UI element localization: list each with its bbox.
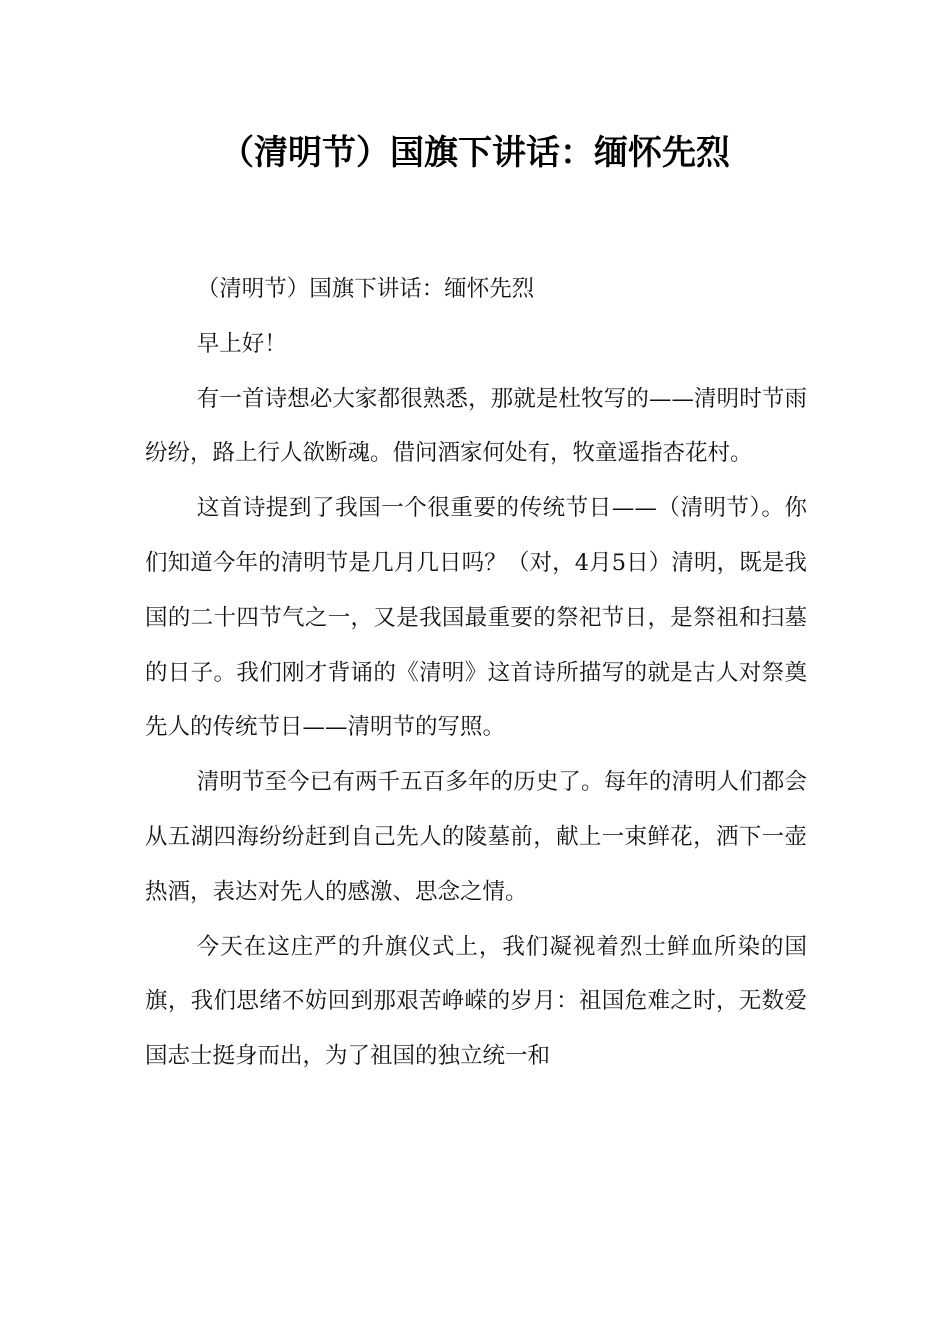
paragraph: 今天在这庄严的升旗仪式上，我们凝视着烈士鲜血所染的国旗，我们思绪不妨回到那艰苦峥嵘的岁月：祖国危难之时，无数爱国志士挺身而出，为了祖国的独立统一和 bbox=[145, 933, 807, 1070]
paragraph-subtitle: （清明节）国旗下讲话：缅怀先烈 bbox=[196, 276, 535, 302]
paragraph: 这首诗提到了我国一个很重要的传统节日——（清明节）。你们知道今年的清明节是几月几日吗？（对，4月5日）清明，既是我国的二十四节气之一，又是我国最重要的祭祀节日，是祭祖和扫墓的日子。我们刚才背诵的《清明》这首诗所描写的就是古人对祭奠先人的传统节日——清明节的写照。 bbox=[145, 495, 807, 741]
document-title: （清明节）国旗下讲话：缅怀先烈 bbox=[220, 133, 730, 173]
document-body bbox=[145, 262, 807, 1084]
paragraph: 清明节至今已有两千五百多年的历史了。每年的清明人们都会从五湖四海纷纷赶到自己先人的陵墓前，献上一束鲜花，洒下一壶热酒，表达对先人的感激、思念之情。 bbox=[145, 769, 807, 905]
paragraph-greeting: 早上好！ bbox=[196, 330, 287, 357]
paragraph: 有一首诗想必大家都很熟悉，那就是杜牧写的——清明时节雨纷纷，路上行人欲断魂。借问酒家何处有，牧童遥指杏花村。 bbox=[145, 385, 807, 467]
